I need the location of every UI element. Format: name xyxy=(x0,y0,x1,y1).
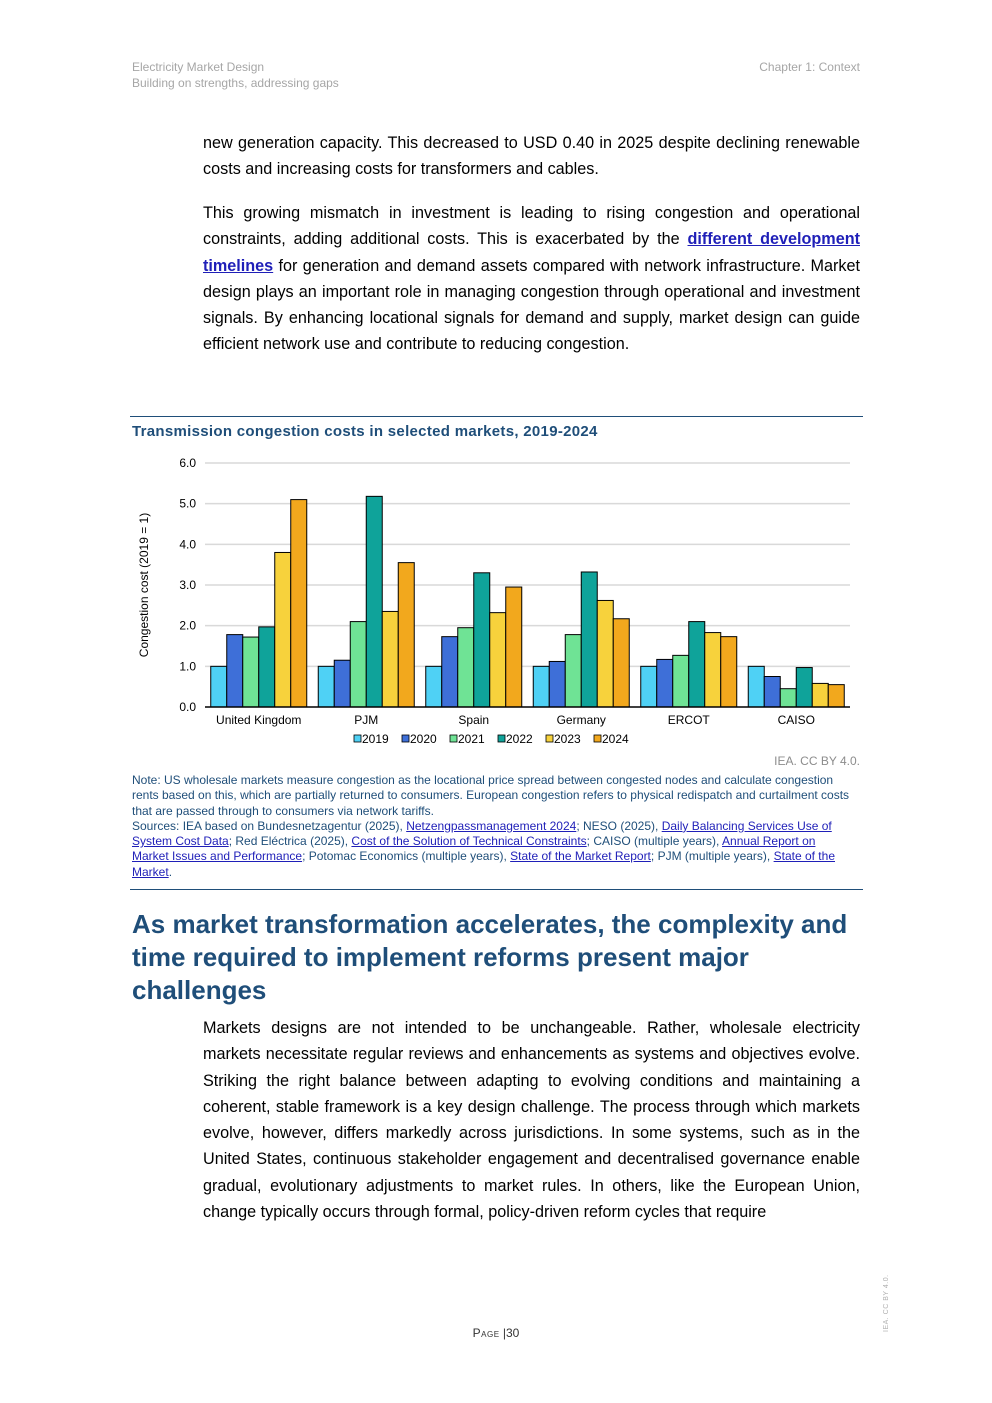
source-link-potomac[interactable]: State of the Market Report xyxy=(510,849,651,864)
page-number xyxy=(0,1326,992,1340)
y-tick-label: 6.0 xyxy=(179,456,196,470)
page-label: Page xyxy=(472,1326,500,1340)
bar-2022 xyxy=(259,627,275,707)
y-tick-label: 1.0 xyxy=(179,659,196,674)
sources-text: ; Potomac Economics (multiple years), xyxy=(302,849,511,864)
x-tick-label: Germany xyxy=(556,713,606,727)
legend-label-2021: 2021 xyxy=(458,732,485,746)
legend-label-2024: 2024 xyxy=(602,732,629,746)
x-tick-label: Spain xyxy=(458,713,490,727)
source-link-neso[interactable]: Daily Balancing Services Use of System Cost Data xyxy=(132,818,832,849)
bar-2021 xyxy=(565,635,581,707)
paragraph-2-text-a: This growing mismatch in investment is leading to rising congestion and operational constraints, adding additional costs. This is exacerbated by the xyxy=(203,204,860,249)
paragraph-1 xyxy=(203,130,860,183)
legend-swatch-2020 xyxy=(402,735,409,742)
legend-label-2019: 2019 xyxy=(362,732,389,746)
doc-subtitle: Building on strengths, addressing gaps xyxy=(132,76,339,90)
development-timelines-link[interactable]: different development timelines xyxy=(203,230,860,275)
y-tick-label: 4.0 xyxy=(179,537,196,552)
source-link-pjm[interactable]: State of the Market xyxy=(132,849,835,879)
bar-2019 xyxy=(533,666,549,707)
bar-2020 xyxy=(227,635,243,707)
bar-2023 xyxy=(275,552,291,707)
bar-2021 xyxy=(673,655,689,707)
y-axis-label: Congestion cost (2019 = 1) xyxy=(137,512,151,658)
source-link-netzengpass[interactable]: Netzengpassmanagement 2024 xyxy=(406,818,577,833)
y-tick-label: 5.0 xyxy=(179,496,196,511)
bar-2023 xyxy=(705,633,721,707)
sources-text: ; CAISO (multiple years), xyxy=(586,834,723,849)
x-tick-label: CAISO xyxy=(777,713,815,727)
bar-2023 xyxy=(812,683,828,707)
bar-2022 xyxy=(796,668,812,707)
paragraph-3 xyxy=(203,1015,860,1225)
figure-top-rule xyxy=(130,416,863,417)
legend-label-2020: 2020 xyxy=(410,732,437,746)
side-license-mark xyxy=(880,1272,892,1332)
side-license-text: IEA. CC BY 4.0. xyxy=(883,1274,890,1332)
bar-2024 xyxy=(613,619,629,707)
sources-text: ; NESO (2025), xyxy=(576,818,662,833)
bar-2024 xyxy=(721,637,737,707)
page-number-value: 30 xyxy=(506,1326,520,1340)
bar-2019 xyxy=(748,666,764,707)
figure-note: Note: US wholesale markets measure congestion as the locational price spread between congested nodes and calculate congestion rents based on this, which are partially returned to consumers. European congestion refers to physical redispatch and curtailment costs that are passed through to consumers via network tariffs. xyxy=(132,773,850,818)
sources-text: Sources: IEA based on Bundesnetzagentur (2025), xyxy=(132,818,407,833)
congestion-cost-chart xyxy=(130,450,862,755)
figure-bottom-rule xyxy=(130,889,863,890)
y-tick-label: 2.0 xyxy=(179,618,196,633)
legend-label-2022: 2022 xyxy=(506,732,533,746)
bar-2024 xyxy=(398,563,414,707)
bar-2023 xyxy=(597,600,613,707)
legend-swatch-2023 xyxy=(546,735,553,742)
section-heading: As market transformation accelerates, the complexity and time required to implement reforms present major challenges xyxy=(132,909,848,1005)
bar-2020 xyxy=(442,637,458,707)
bar-2020 xyxy=(657,659,673,707)
doc-title: Electricity Market Design xyxy=(132,60,265,74)
paragraph-1-text: new generation capacity. This decreased to USD 0.40 in 2025 despite declining renewable costs and increasing costs for transformers and cables. xyxy=(203,134,860,179)
paragraph-2-text-b: for generation and demand assets compared with network infrastructure. Market design plays an important role in managing congestion through operational and investment signals. By enhancing locational signals for demand and supply, market design can guide efficient network use and contribute to reducing congestion. xyxy=(203,256,860,354)
running-header xyxy=(132,59,339,91)
bar-2019 xyxy=(426,666,442,707)
legend-swatch-2019 xyxy=(354,735,361,742)
bar-2022 xyxy=(689,622,705,707)
bar-2022 xyxy=(581,572,597,707)
legend-label-2023: 2023 xyxy=(554,732,581,746)
bar-2021 xyxy=(243,637,259,707)
x-tick-label: United Kingdom xyxy=(216,713,302,727)
bar-2021 xyxy=(458,628,474,707)
x-tick-label: ERCOT xyxy=(667,713,710,727)
legend-swatch-2024 xyxy=(594,735,601,742)
bar-2021 xyxy=(350,622,366,707)
bar-2024 xyxy=(828,685,844,707)
bar-2022 xyxy=(474,573,490,707)
x-tick-label: PJM xyxy=(354,713,379,727)
bar-2019 xyxy=(211,666,227,707)
bar-2024 xyxy=(506,587,522,707)
sources-text: ; Red Eléctrica (2025), xyxy=(228,834,352,849)
y-tick-label: 3.0 xyxy=(179,578,196,592)
figure-notes xyxy=(132,773,852,880)
figure-credit: IEA. CC BY 4.0. xyxy=(774,754,860,768)
figure-title: Transmission congestion costs in selected markets, 2019-2024 xyxy=(132,423,598,440)
y-tick-label: 0.0 xyxy=(179,700,196,714)
sources-text: . xyxy=(168,864,173,879)
paragraph-3-text: Markets designs are not intended to be unchangeable. Rather, wholesale electricity markets necessitate regular reviews and enhancements as systems and objectives evolve. Striking the right balance between adapting to evolving conditions and maintaining a coherent, stable framework is a key design challenge. The process through which markets evolve, however, differs markedly across jurisdictions. In some systems, such as in the United States, continuous stakeholder engagement and decentralised governance enable gradual, evolutionary adjustments to market rules. In others, like the European Union, change typically occurs through formal, policy-driven reform cycles that require xyxy=(203,1019,860,1222)
bar-2020 xyxy=(334,660,350,707)
sources-text: ; PJM (multiple years), xyxy=(650,849,774,864)
source-link-red-electrica[interactable]: Cost of the Solution of Technical Constraints xyxy=(351,834,587,849)
legend-swatch-2022 xyxy=(498,735,505,742)
bar-2023 xyxy=(382,611,398,707)
paragraph-2 xyxy=(203,200,860,358)
chapter-label: Chapter 1: Context xyxy=(759,60,860,74)
figure-sources xyxy=(132,819,852,880)
bar-2024 xyxy=(291,500,307,707)
source-link-caiso[interactable]: Annual Report on Market Issues and Performance xyxy=(132,834,816,864)
bar-2019 xyxy=(641,666,657,707)
bar-2021 xyxy=(780,689,796,707)
bar-2019 xyxy=(318,666,334,707)
page-separator: | xyxy=(502,1326,506,1340)
bar-2022 xyxy=(366,496,382,707)
legend-swatch-2021 xyxy=(450,735,457,742)
bar-2020 xyxy=(764,677,780,708)
bar-2020 xyxy=(549,661,565,707)
bar-2023 xyxy=(490,613,506,707)
